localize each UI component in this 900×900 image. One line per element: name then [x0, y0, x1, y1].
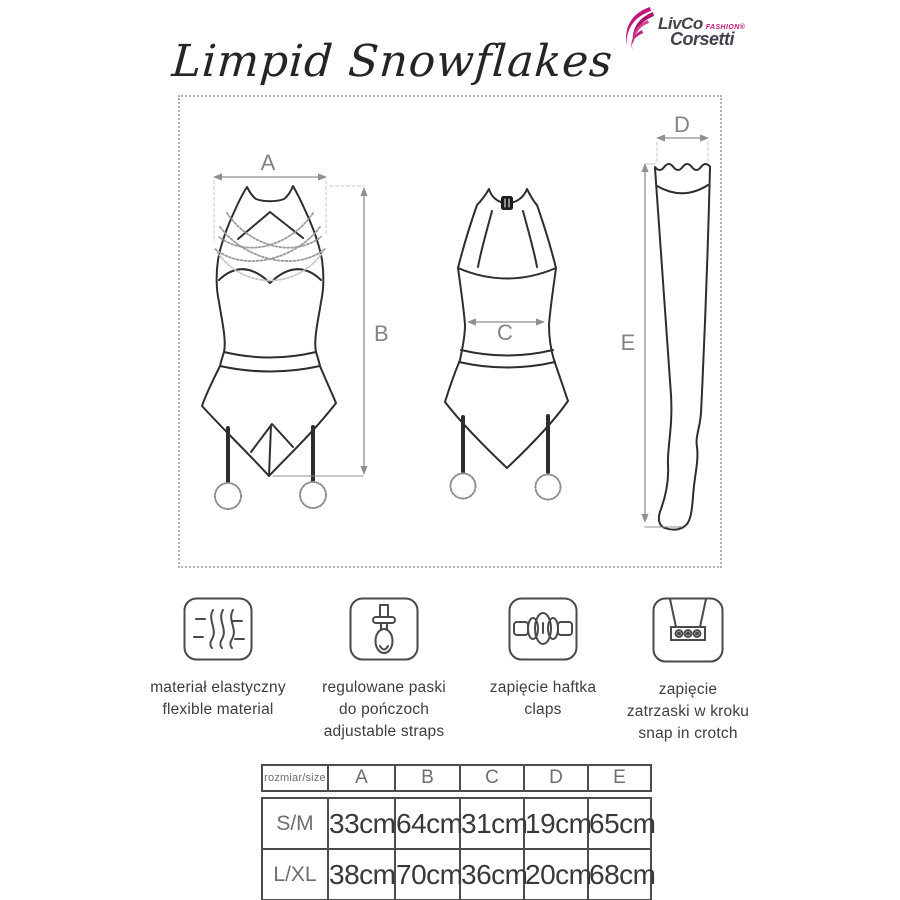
- table-row-sm: S/M 33cm 64cm 31cm 19cm 65cm: [262, 798, 651, 849]
- label-B: B: [374, 321, 389, 346]
- stocking-drawing: [655, 164, 710, 530]
- feature-caption: zapięcie zatrzaski w kroku snap in crotch: [626, 681, 750, 742]
- logo-corsetti-text: Corsetti: [670, 29, 735, 49]
- col-header-D: D: [524, 765, 588, 791]
- table-row-lxl: L/XL 38cm 70cm 36cm 20cm 68cm: [262, 849, 651, 900]
- logo-fashion-text: FASHION®: [705, 24, 746, 31]
- feature-caption: zapięcie haftka claps: [489, 679, 597, 718]
- measure-E: [641, 163, 682, 527]
- measurement-diagram: [178, 95, 722, 568]
- size-table-header: [261, 764, 652, 792]
- logo-swirl-icon: [620, 6, 656, 52]
- feature-elastic-material: [126, 597, 310, 721]
- feature-adjustable-straps: [292, 597, 476, 743]
- measure-B: [273, 186, 368, 476]
- crotch-snaps-icon: [652, 597, 724, 663]
- feature-caption: materiał elastyczny flexible material: [150, 679, 286, 718]
- pompom-icons-back: [451, 474, 561, 500]
- label-D: D: [674, 112, 690, 137]
- table-corner-label: rozmiar/size: [262, 765, 328, 791]
- product-title: Limpid Snowflakes: [170, 36, 615, 87]
- size-table-body: [261, 797, 656, 900]
- measure-A: [213, 173, 327, 242]
- adjustable-straps-icon: [349, 597, 419, 661]
- label-A: A: [260, 150, 276, 175]
- col-header-C: C: [460, 765, 524, 791]
- measure-D: [656, 134, 709, 163]
- size-label: L/XL: [262, 849, 328, 900]
- logo-brand-text: LivCo: [658, 14, 703, 33]
- col-header-B: B: [395, 765, 460, 791]
- label-E: E: [620, 330, 636, 355]
- livco-corsetti-logo: [620, 6, 770, 56]
- hook-clasp-icon: [508, 597, 578, 661]
- col-header-E: E: [588, 765, 651, 791]
- col-header-A: A: [328, 765, 395, 791]
- label-C: C: [497, 320, 513, 345]
- elastic-material-icon: [183, 597, 253, 661]
- feature-caption: regulowane paski do pończoch adjustable straps: [322, 679, 446, 740]
- fur-trim-drawing: [214, 213, 326, 281]
- size-label: S/M: [262, 798, 328, 849]
- pompom-icons: [215, 482, 326, 509]
- size-table: [261, 764, 656, 900]
- feature-crotch-snaps: [596, 597, 780, 745]
